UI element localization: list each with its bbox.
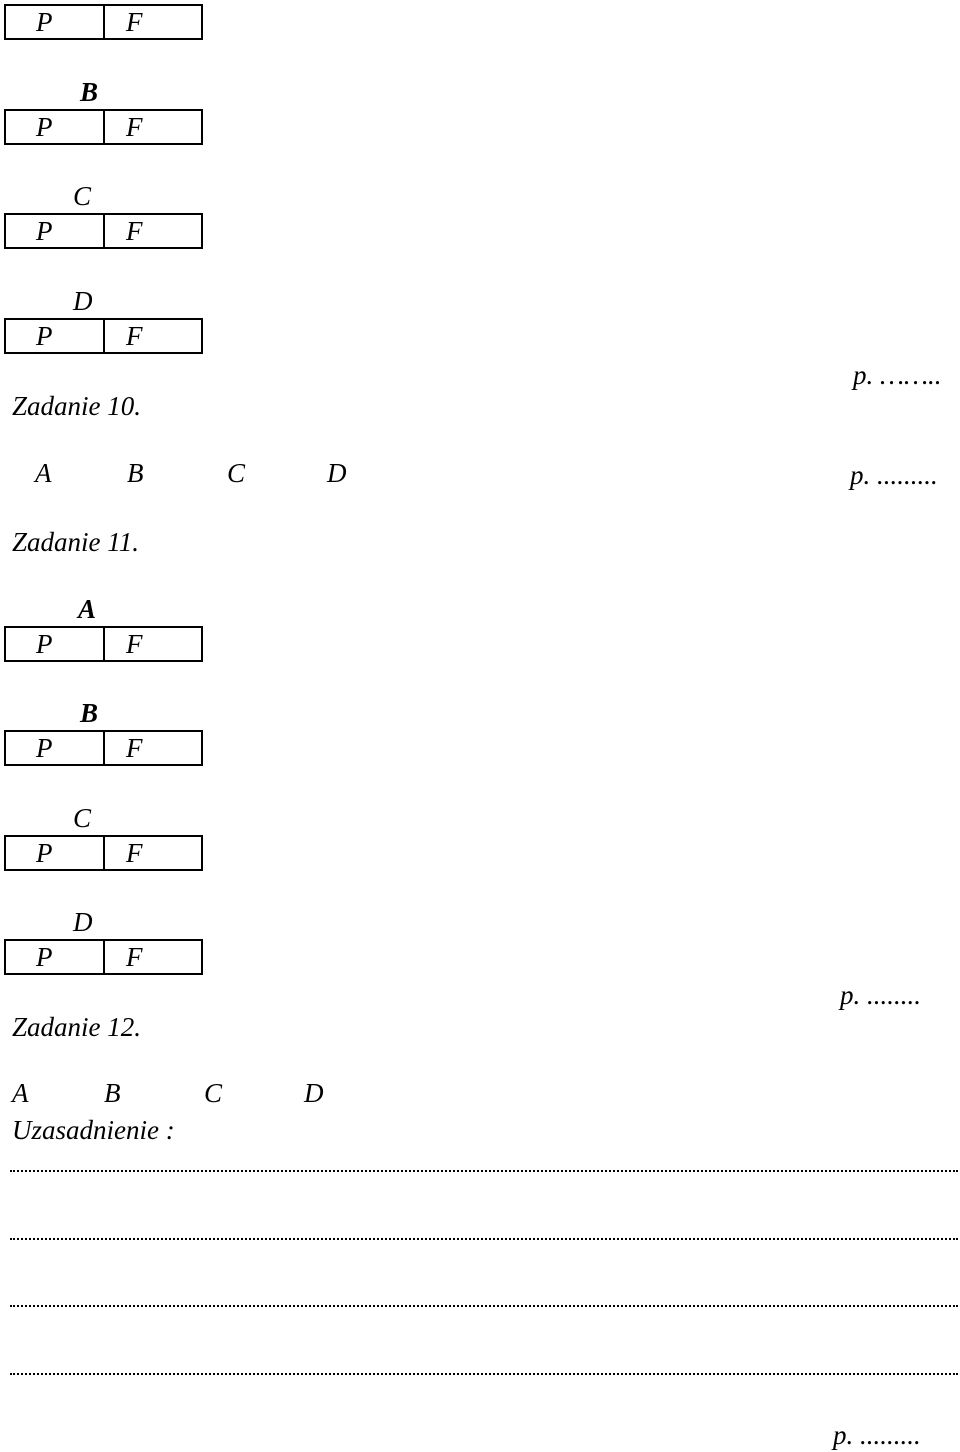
option-false[interactable]: F <box>126 838 143 868</box>
box-divider <box>103 111 105 143</box>
statement-label-c: C <box>73 181 92 211</box>
option-true[interactable]: P <box>36 321 53 351</box>
box-divider <box>103 941 105 973</box>
statement-label-b: B <box>80 698 99 728</box>
option-true[interactable]: P <box>36 112 53 142</box>
true-false-box[interactable] <box>4 939 203 975</box>
option-false[interactable]: F <box>126 216 143 246</box>
true-false-box[interactable] <box>4 730 203 766</box>
option-false[interactable]: F <box>126 7 143 37</box>
option-false[interactable]: F <box>126 112 143 142</box>
points-field[interactable]: p. ........ <box>840 980 921 1010</box>
answer-line[interactable] <box>10 1170 958 1178</box>
box-divider <box>103 732 105 764</box>
true-false-box[interactable] <box>4 626 203 662</box>
points-field[interactable]: p. ......... <box>833 1420 921 1450</box>
answer-line[interactable] <box>10 1305 958 1313</box>
answer-option-c[interactable]: C <box>227 458 246 488</box>
option-false[interactable]: F <box>126 321 143 351</box>
task-title: Zadanie 11. <box>12 527 139 557</box>
option-false[interactable]: F <box>126 942 143 972</box>
answer-option-b[interactable]: B <box>127 458 144 488</box>
box-divider <box>103 628 105 660</box>
answer-option-a[interactable]: A <box>12 1078 29 1108</box>
option-false[interactable]: F <box>126 733 143 763</box>
option-true[interactable]: P <box>36 7 53 37</box>
option-false[interactable]: F <box>126 629 143 659</box>
box-divider <box>103 6 105 38</box>
answer-line[interactable] <box>10 1238 958 1246</box>
true-false-box[interactable] <box>4 109 203 145</box>
true-false-box[interactable] <box>4 318 203 354</box>
justification-label: Uzasadnienie : <box>12 1115 175 1145</box>
option-true[interactable]: P <box>36 733 53 763</box>
answer-option-a[interactable]: A <box>35 458 52 488</box>
option-true[interactable]: P <box>36 942 53 972</box>
answer-option-d[interactable]: D <box>327 458 347 488</box>
box-divider <box>103 215 105 247</box>
box-divider <box>103 320 105 352</box>
true-false-box[interactable] <box>4 213 203 249</box>
option-true[interactable]: P <box>36 216 53 246</box>
statement-label-c: C <box>73 803 92 833</box>
statement-label-d: D <box>73 907 93 937</box>
true-false-box[interactable] <box>4 4 203 40</box>
answer-option-b[interactable]: B <box>104 1078 121 1108</box>
box-divider <box>103 837 105 869</box>
answer-option-c[interactable]: C <box>204 1078 223 1108</box>
answer-line[interactable] <box>10 1373 958 1381</box>
points-field[interactable]: p. …….. <box>853 360 942 390</box>
option-true[interactable]: P <box>36 629 53 659</box>
statement-label-a: A <box>78 594 97 624</box>
option-true[interactable]: P <box>36 838 53 868</box>
true-false-box[interactable] <box>4 835 203 871</box>
statement-label-b: B <box>80 77 99 107</box>
statement-label-d: D <box>73 286 93 316</box>
task-title: Zadanie 10. <box>12 391 142 421</box>
points-field[interactable]: p. ......... <box>850 460 938 490</box>
answer-option-d[interactable]: D <box>304 1078 324 1108</box>
task-title: Zadanie 12. <box>12 1012 142 1042</box>
